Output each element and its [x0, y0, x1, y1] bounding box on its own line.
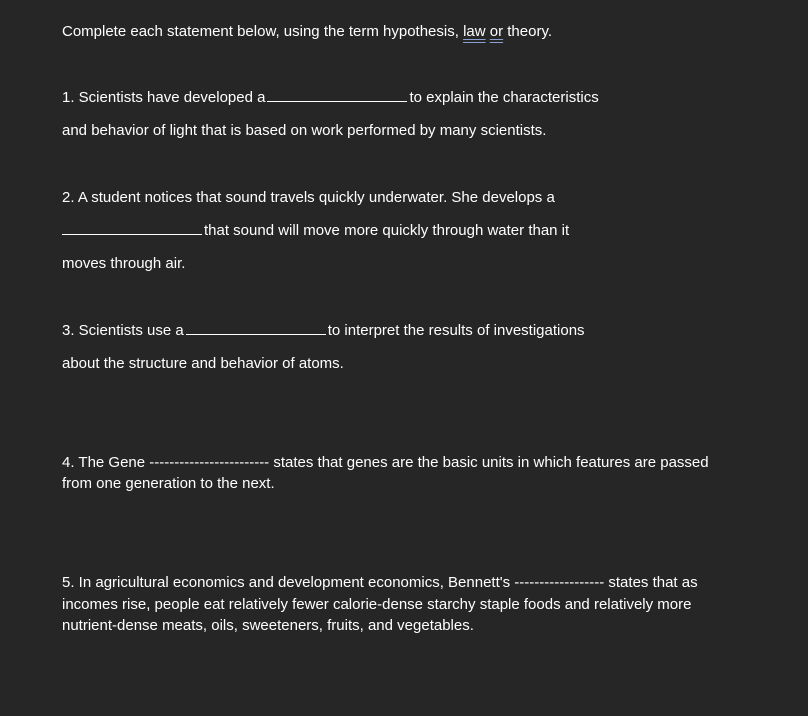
q3-answer-blank[interactable]: [186, 322, 326, 335]
q5-answer-dashes[interactable]: ------------------: [514, 574, 605, 591]
q4-line-2: from one generation to the next.: [62, 475, 275, 492]
question-1-line-1: [62, 88, 599, 108]
term-law: law: [463, 23, 486, 40]
q4-part-a: 4. The Gene: [62, 454, 146, 471]
q1-part-a: 1. Scientists have developed a: [62, 89, 266, 106]
instruction-line: [62, 22, 552, 42]
q5-line-2: incomes rise, people eat relatively fewer calorie-dense starchy staple foods and relatively more: [62, 596, 692, 613]
question-2-line-1: [62, 188, 555, 208]
q3-part-b: to interpret the results of investigations: [327, 322, 585, 339]
q2-line-3: moves through air.: [62, 255, 186, 272]
question-3-line-2: [62, 354, 344, 374]
question-4-line-2: [62, 474, 275, 494]
question-5-line-3: [62, 616, 474, 636]
question-1-line-2: [62, 121, 546, 141]
q5-part-a: 5. In agricultural economics and development economics, Bennett's: [62, 574, 511, 591]
question-2-line-3: [62, 254, 185, 274]
q5-line-3: nutrient-dense meats, oils, sweeteners, fruits, and vegetables.: [62, 617, 474, 634]
q5-part-b: states that as: [608, 574, 698, 591]
q1-answer-blank[interactable]: [267, 89, 407, 102]
q1-line-2: and behavior of light that is based on work performed by many scientists.: [62, 122, 547, 139]
q1-part-b: to explain the characteristics: [409, 89, 599, 106]
instruction-prefix: Complete each statement below, using the term hypothesis,: [62, 23, 459, 40]
question-5-line-1: [62, 573, 698, 593]
q4-answer-dashes[interactable]: ------------------------: [149, 454, 270, 471]
q3-part-a: 3. Scientists use a: [62, 322, 184, 339]
q2-part-b: that sound will move more quickly through water than it: [204, 222, 570, 239]
question-4-line-1: [62, 453, 709, 473]
q3-line-2: about the structure and behavior of atoms.: [62, 355, 344, 372]
q2-answer-blank[interactable]: [62, 222, 202, 235]
instruction-suffix: theory.: [507, 23, 553, 40]
q2-line-1: 2. A student notices that sound travels quickly underwater. She develops a: [62, 189, 555, 206]
question-3-line-1: [62, 321, 585, 341]
q4-part-b: states that genes are the basic units in which features are passed: [273, 454, 709, 471]
question-2-line-2: [62, 221, 569, 241]
term-or: or: [489, 23, 504, 40]
question-5-line-2: [62, 595, 691, 615]
